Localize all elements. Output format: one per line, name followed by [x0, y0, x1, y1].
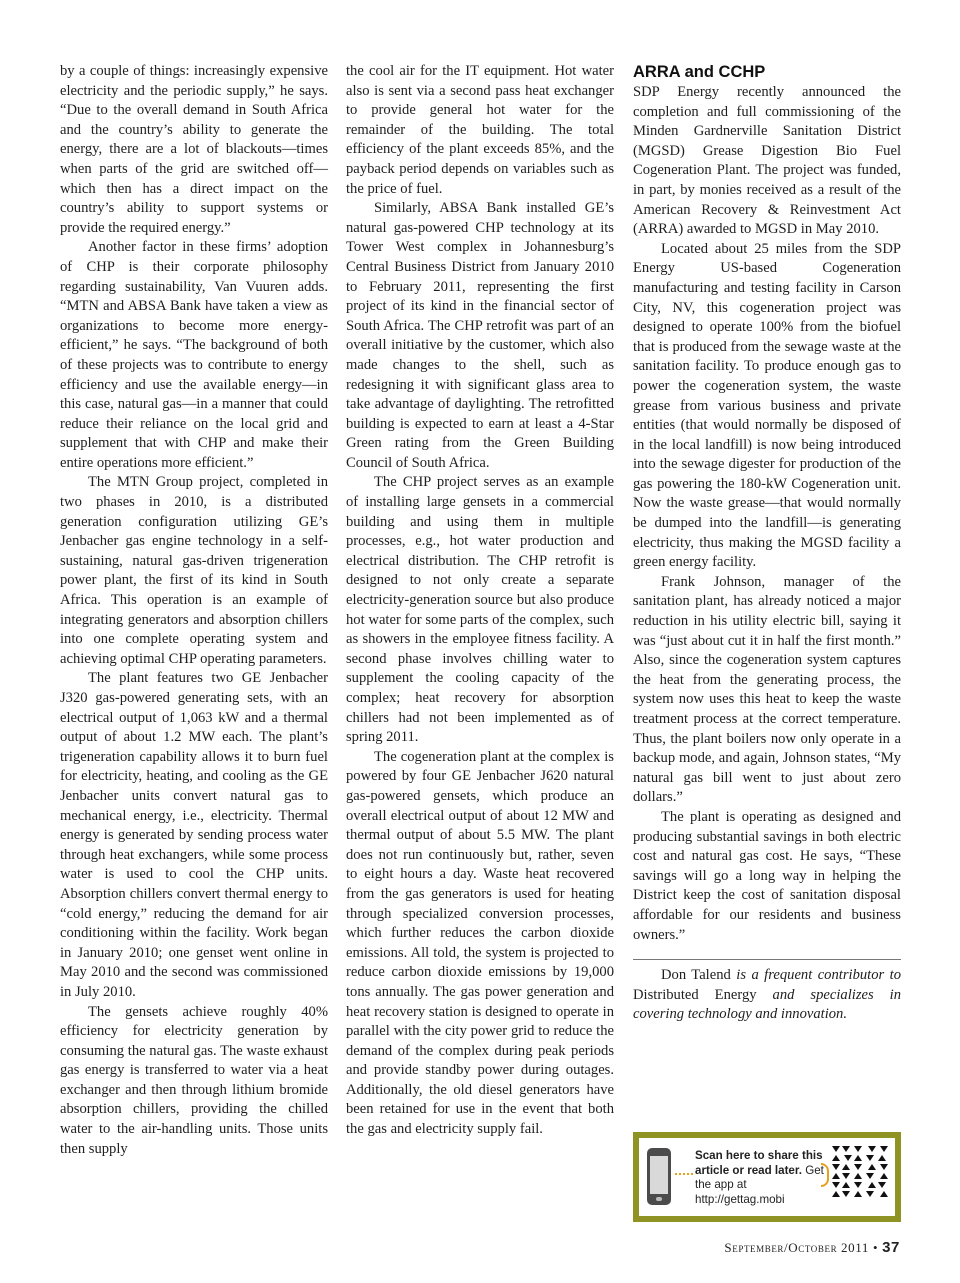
- author-bio: [633, 966, 901, 1025]
- article-column-1: [60, 62, 328, 1159]
- paragraph: SDP Energy recently announced the completion and full commissioning of the Minden Gardnerville Sanitation District (MGSD) Grease Digestion Bio Fuel Cogeneration Plant. The project was funded, in part, by monies received as a result of the American Recovery & Reinvestment Act (ARRA) awarded to MGSD in May 2010.: [633, 84, 901, 238]
- paragraph: Located about 25 miles from the SDP Energy US-based Cogeneration manufacturing and testing facility in Carson City, NV, this cogeneration project was designed to operate 100% from the biofuel that is produced from the sewage waste at the sanitation facility. To produce enough gas to power the cogeneration system, the waste grease from various business and private entities (that would normally be disposed of in the local landfill) is now being introduced into the sewage digester for production of the gas powering the 180-kW Cogeneration unit. Now the waste grease—that would normally be dumped into the landfill—is generating electricity, thus making the MGSD facility a green energy facility.: [633, 240, 901, 571]
- publication-name: Distributed Energy: [633, 986, 757, 1003]
- issue-date: September/October 2011: [724, 1240, 869, 1255]
- gettag-text: [695, 1149, 825, 1207]
- page-footer: [724, 1239, 900, 1256]
- paragraph: Frank Johnson, manager of the sanitation plant, has already noticed a major reduction in his utility electric bill, saying it was “just about cut it in half the first month.” Also, since the cogeneration system captures the heat from the generating process, the system now uses this heat to keep the waste treatment process at the correct temperature. Thus, the plant boilers now only operate in a backup mode, and again, Johnson states, “My natural gas bill went to just about zero dollars.”: [633, 573, 901, 806]
- article-column-2: [346, 62, 614, 1140]
- bio-text: and specializes in covering technology and innovation.: [633, 986, 901, 1023]
- bio-text: is a frequent contributor to: [736, 967, 901, 984]
- phone-icon: [647, 1148, 671, 1205]
- footer-bullet: •: [872, 1240, 879, 1255]
- gettag-app-text: Get the app at: [695, 1163, 824, 1191]
- paragraph: The cogeneration plant at the complex is powered by four GE Jenbacher J620 natural gas-powered gensets, which produce an overall electrical output of about 12 MW and thermal output of about 5.5 MW. The plant does not run continuously but, rather, seven to eight hours a day. Waste heat recovered from the gas generators is used for heating through specialized conversion processes, which further reduces the carbon dioxide emissions. All told, the system is projected to reduce carbon dioxide emissions by 19,000 tons annually. The gas power generation and heat recovery station is designed to operate in parallel with the city power grid to reduce the demand of the complex during peak periods and provide standby power during outages. Additionally, the old diesel generators have been retained for use in the event that both the gas and electricity supply fail.: [346, 748, 614, 1138]
- paragraph: The plant features two GE Jenbacher J320 gas-powered generating sets, with an electrical output of 1,063 kW and a thermal output of about 1.2 MW each. The plant’s trigeneration capability allows it to burn fuel for electricity, heating, and cooling as the GE Jenbacher units convert natural gas to mechanical energy, i.e., electricity. Thermal energy is generated by sending process water through heat exchangers, while some process water is used to cool the CHP units. Absorption chillers convert thermal energy to “cold energy,” reducing the demand for air conditioning within the facility. Work began in January 2010; one genset went online in May 2010 and the second was commissioned in July 2010.: [60, 670, 328, 1000]
- paragraph: Another factor in these firms’ adoption of CHP is their corporate philosophy regarding sustainability, Van Vuuren adds. “MTN and ABSA Bank have taken a view as organizations to become more energy-efficient,” he says. “The background of both of these projects was to contribute to energy efficiency and use the available energy—in this case, natural gas—in a manner that could reduce their reliance on the local grid and supplement that with CHP and make their entire operations more efficient.”: [60, 239, 328, 471]
- paragraph: The CHP project serves as an example of installing large gensets in a commercial building and using them in multiple processes, e.g., hot water production and electrical distribution. The CHP retrofit is designed to not only create a separate electricity-generation source but also produce hot water for some parts of the complex, such as showers in the employee fitness facility. A second phase involves chilling water to supplement the cooling capacity of the complex; heat recovery for absorption chillers had not been implemented as of spring 2011.: [346, 474, 614, 746]
- sidebar-heading: ARRA and CCHP: [633, 63, 766, 81]
- author-name: Don Talend: [661, 967, 731, 984]
- dotted-line: [675, 1173, 693, 1175]
- tag-code-icon[interactable]: [832, 1144, 890, 1204]
- sidebar-column: [633, 62, 901, 1025]
- gettag-url[interactable]: http://gettag.mobi: [695, 1192, 785, 1206]
- paragraph: Similarly, ABSA Bank installed GE’s natural gas-powered CHP technology at its Tower West complex in Johannesburg’s Central Business District from January 2010 to February 2011, representing the first project of its kind in the financial sector of South Africa. The CHP retrofit was part of an overall initiative by the customer, which also made changes to the shell, such as redesigning it with significant glass area to take advantage of daylighting. The retrofitted building is expected to earn at least a 4-Star Green rating from the Green Building Council of South Africa.: [346, 200, 614, 471]
- page-number: 37: [882, 1239, 900, 1256]
- bio-divider: [633, 959, 901, 960]
- paragraph: by a couple of things: increasingly expensive electricity and the periodic supply,” he says. “Due to the overall demand in South Africa and the country’s ability to generate the energy, there are a lot of blackouts—times when parts of the grid are switched off—which then has a direct impact on the country’s ability to support systems or provide the required energy.”: [60, 63, 328, 236]
- paragraph: the cool air for the IT equipment. Hot water also is sent via a second pass heat exchanger to provide general hot water for the remainder of the building. The total efficiency of the plant exceeds 85%, and the payback period depends on variables such as the price of fuel.: [346, 63, 614, 197]
- gettag-cta: Scan here to share this article or read later.: [695, 1149, 823, 1177]
- gettag-box[interactable]: [633, 1132, 901, 1222]
- paragraph: The gensets achieve roughly 40% efficiency for electricity generation by consuming the natural gas. The waste exhaust gas energy is transferred to water via a heat exchanger and then through lithium bromide absorption chillers, providing the chilled water to the air-handling units. Those units then supply: [60, 1003, 328, 1157]
- paragraph: The MTN Group project, completed in two phases in 2010, is a distributed generation configuration utilizing GE’s Jenbacher gas engine technology in a self-sustaining, natural gas-driven trigeneration power plant, the first of its kind in South Africa. This operation is an example of integrating generators and absorption chillers into one complete operating system and achieving optimal CHP operating parameters.: [60, 474, 328, 667]
- paragraph: The plant is operating as designed and producing substantial savings in both electric cost and natural gas cost. He says, “These savings will go a long way in helping the District keep the cost of sanitation disposal affordable for our residents and business owners.”: [633, 808, 901, 943]
- bracket-icon: [821, 1163, 829, 1187]
